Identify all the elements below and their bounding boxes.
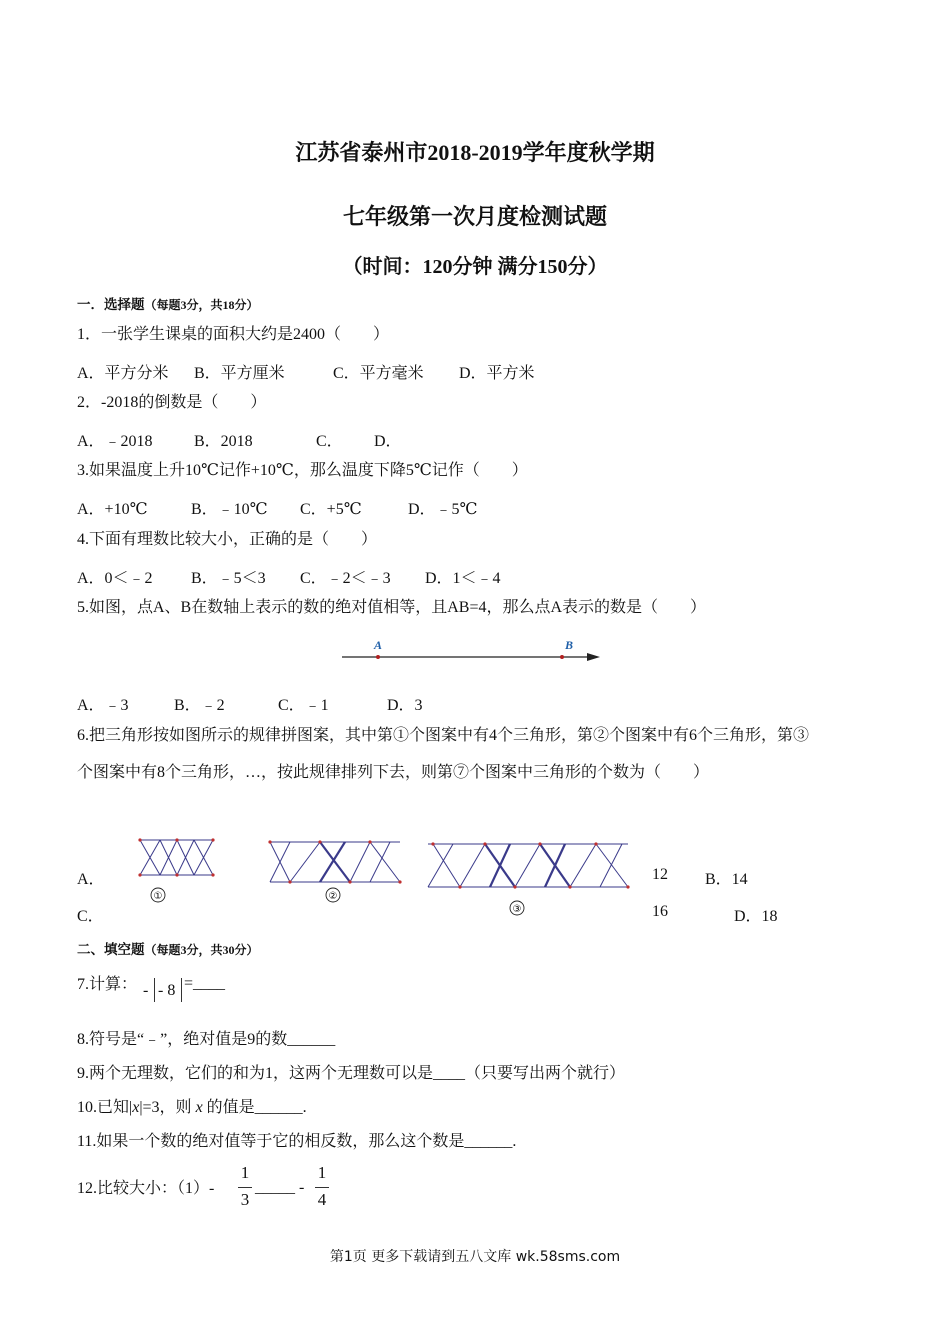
q6-option-b: B．14 <box>705 871 748 888</box>
q10-var: x <box>132 1099 140 1116</box>
section-title: 一．选择题 <box>77 297 145 312</box>
q12-blank: _____ - <box>255 1179 305 1196</box>
pattern-1 <box>140 840 213 875</box>
q7-minus: - <box>143 982 149 999</box>
q1-option-d: D．平方米 <box>459 365 535 382</box>
fraction-2-numerator: 1 <box>317 1163 327 1182</box>
q3-option-a: A．+10℃ <box>77 501 148 518</box>
q6-option-c-value: 16 <box>652 903 668 920</box>
q1-option-a: A．平方分米 <box>77 365 169 382</box>
point-b-dot <box>560 655 564 659</box>
section-note: （每题3分，共18分） <box>144 298 259 312</box>
q7-answer-blank: =____ <box>184 975 226 992</box>
point-b-label: B <box>564 638 574 652</box>
q4-option-d: D．1＜﹣4 <box>425 570 501 587</box>
q2-option-c: C． <box>316 433 343 450</box>
q7-inner-expression: - 8 <box>158 982 176 999</box>
pattern-label-1 <box>151 888 165 902</box>
q5-option-a: A．﹣3 <box>77 697 129 714</box>
question-4-stem: 4.下面有理数比较大小，正确的是（ ） <box>77 531 378 548</box>
exam-subtitle: 七年级第一次月度检测试题 <box>342 204 607 229</box>
pattern-label-1-text: ① <box>153 891 163 902</box>
q2-option-a: A．﹣2018 <box>77 433 153 450</box>
question-7-prefix: 7.计算： <box>77 976 138 993</box>
question-3-stem: 3.如果温度上升10℃记作+10℃，那么温度下降5℃记作（ ） <box>77 462 528 479</box>
q4-option-a: A．0＜﹣2 <box>77 570 153 587</box>
pattern-3 <box>428 844 628 887</box>
number-line-figure <box>340 636 605 666</box>
pattern-label-2 <box>326 888 340 902</box>
pattern-label-3 <box>510 901 524 915</box>
q4-option-c: C．﹣2＜﹣3 <box>300 570 391 587</box>
fraction-2-bar <box>315 1187 329 1188</box>
question-6-stem-line1: 6.把三角形按如图所示的规律拼图案，其中第①个图案中有4个三角形，第②个图案中有6个三角形，第③ <box>77 727 810 744</box>
question-1-stem: 1．一张学生课桌的面积大约是2400（ ） <box>77 326 390 343</box>
q1-option-b: B．平方厘米 <box>194 365 285 382</box>
exam-title: 江苏省泰州市2018-2019学年度秋学期 <box>295 140 655 165</box>
pattern-label-3-text: ③ <box>512 904 522 915</box>
q3-option-c: C．+5℃ <box>300 501 362 518</box>
section-2-note: （每题3分，共30分） <box>144 943 259 957</box>
page-footer: 第1页 更多下载请到五八文库 wk.58sms.com <box>329 1249 621 1265</box>
q3-option-b: B．﹣10℃ <box>191 501 268 518</box>
q5-option-b: B．﹣2 <box>174 697 225 714</box>
question-9: 9.两个无理数，它们的和为1，这两个无理数可以是____（只要写出两个就行） <box>77 1065 626 1082</box>
q2-option-d: D． <box>374 433 402 450</box>
section-heading <box>77 293 259 313</box>
question-2-stem: 2．-2018的倒数是（ ） <box>77 394 267 411</box>
fraction-2-denominator: 4 <box>317 1190 327 1209</box>
abs-bar-left <box>154 978 155 1002</box>
point-a-dot <box>376 655 380 659</box>
question-11: 11.如果一个数的绝对值等于它的相反数，那么这个数是______. <box>77 1133 517 1150</box>
q4-option-b: B．﹣5＜3 <box>191 570 266 587</box>
abs-bar-right <box>181 978 182 1002</box>
section-heading-2 <box>77 938 259 958</box>
q3-option-d: D．﹣5℃ <box>408 501 478 518</box>
question-5-stem: 5.如图，点A、B在数轴上表示的数的绝对值相等，且AB=4，那么点A表示的数是（ ） <box>77 599 707 616</box>
fraction-1-denominator: 3 <box>240 1190 250 1209</box>
q6-option-a-label: A． <box>77 871 105 888</box>
triangle-pattern-figure <box>0 830 700 920</box>
q5-option-c: C．﹣1 <box>278 697 329 714</box>
q10-var-2: x <box>195 1099 203 1116</box>
pattern-2 <box>270 842 400 882</box>
q1-option-c: C．平方毫米 <box>333 365 424 382</box>
question-12-prefix: 12.比较大小：（1）- <box>77 1180 215 1197</box>
pattern-label-2-text: ② <box>328 891 338 902</box>
question-8: 8.符号是“﹣”，绝对值是9的数______ <box>77 1031 336 1048</box>
question-10 <box>77 1098 307 1118</box>
q5-option-d: D．3 <box>387 697 423 714</box>
q6-option-c-label: C． <box>77 908 104 925</box>
point-a-label: A <box>373 638 383 652</box>
q2-option-b: B．2018 <box>194 433 253 450</box>
q10-part-3: 的值是______. <box>202 1099 307 1116</box>
fraction-1-numerator: 1 <box>240 1163 250 1182</box>
exam-time-info: （时间：120分钟 满分150分） <box>342 256 608 278</box>
q10-part-2: |=3，则 <box>139 1099 196 1116</box>
q6-option-a-value: 12 <box>652 866 668 883</box>
fraction-1-bar <box>238 1187 252 1188</box>
q6-option-d: D．18 <box>734 908 778 925</box>
number-line-arrow <box>587 653 600 661</box>
q10-part-1: 10.已知| <box>77 1099 133 1116</box>
question-6-stem-line2: 个图案中有8个三角形，…，按此规律排列下去，则第⑦个图案中三角形的个数为（ ） <box>77 764 710 781</box>
section-2-title: 二、填空题 <box>77 942 145 957</box>
